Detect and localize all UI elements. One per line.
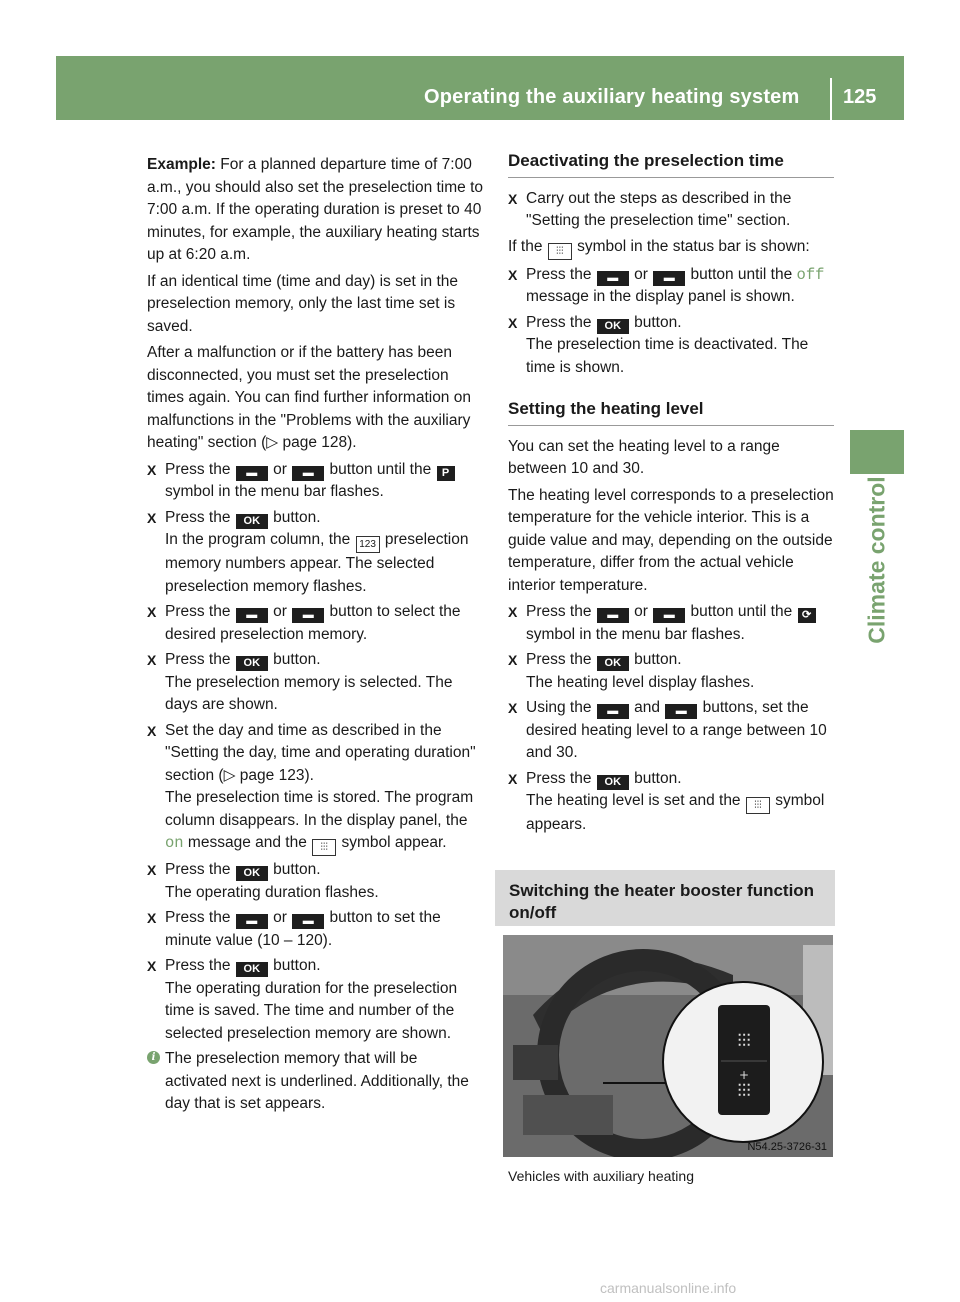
up-button-icon: ▬ (236, 608, 268, 623)
section-heading: Setting the heating level (508, 398, 834, 426)
up-button-icon: ▬ (597, 271, 629, 286)
info-note: i The preselection memory that will be activated next is underlined. Additionally, the day that is set appears. (147, 1048, 483, 1116)
heating-symbol-icon: ⫶⫶⫶ (312, 839, 336, 856)
boxed-section-heading (495, 870, 835, 926)
down-button-icon: ▬ (653, 271, 685, 286)
paragraph: If an identical time (time and day) is set in the preselection memory, only the last time set is saved. (147, 272, 459, 335)
on-message: on (165, 834, 184, 852)
down-button-icon: ▬ (653, 608, 685, 623)
right-column (508, 150, 834, 840)
header-title: Operating the auxiliary heating system (424, 86, 800, 108)
example-label: Example: (147, 156, 216, 173)
step: X Press the ▬ or ▬ button until the ⟳ symbol in the menu bar flashes. (508, 601, 834, 646)
svg-text:+: + (738, 1068, 750, 1082)
heating-symbol-icon: ⫶⫶⫶ (548, 243, 572, 260)
step: X Set the day and time as described in the "Setting the day, time and operating duration" section (▷ page 123). The preselection time is stored. The program column disappears. In the display panel, the on message and the ⫶⫶⫶ symbol appear. (147, 720, 483, 857)
paragraph: The heating level corresponds to a preselection temperature for the vehicle interior. This is a guide value and may, depending on the outside temperature, differ from the actual vehicle interior temperature. (508, 486, 834, 594)
example-text: For a planned departure time of 7:00 a.m., you should also set the preselection time to 7:00 a.m. If the operating duration is preset to 40 minutes, for example, the auxiliary heating starts up at 6:20 a.m. (147, 156, 484, 263)
paragraph: After a malfunction or if the battery has been disconnected, you must set the preselection times again. You can find further information on malfunctions in the "Problems with the auxiliary heating" section (▷ page 128). (147, 344, 471, 451)
ok-button-icon: OK (597, 656, 629, 671)
section-side-label: Climate control (863, 476, 890, 644)
step: X Press the OK button. The heating level display flashes. (508, 651, 755, 691)
figure-caption: Vehicles with auxiliary heating (508, 1168, 694, 1184)
up-button-icon: ▬ (597, 704, 629, 719)
step: X Press the ▬ or ▬ button to set the minute value (10 – 120). (147, 909, 441, 949)
heating-symbol-icon: ⫶⫶⫶ (746, 797, 770, 814)
step: X Press the OK button. The preselection memory is selected. The days are shown. (147, 651, 453, 713)
heater-booster-heading: Switching the heater booster function on/off (509, 881, 815, 922)
up-button-icon: ▬ (236, 466, 268, 481)
ok-button-icon: OK (236, 656, 268, 671)
dashboard-illustration (503, 935, 833, 1157)
header-separator (830, 78, 832, 120)
paragraph: You can set the heating level to a range between 10 and 30. (508, 437, 780, 477)
footer-watermark: carmanualsonline.info (600, 1280, 737, 1296)
heating-level-symbol-icon: ⟳ (798, 608, 816, 623)
down-button-icon: ▬ (665, 704, 697, 719)
step: X Press the ▬ or ▬ button to select the desired preselection memory. (147, 603, 461, 643)
step: X Press the OK button. In the program column, the 123 preselection memory numbers appear. The selected preselection memory flashes. (147, 508, 469, 595)
dashboard-photo (503, 935, 833, 1157)
side-tab (850, 430, 904, 474)
parking-symbol-icon: P (437, 466, 455, 481)
down-button-icon: ▬ (292, 466, 324, 481)
paragraph: If the ⫶⫶⫶ symbol in the status bar is shown: (508, 236, 834, 260)
step: X Press the OK button. The operating duration for the preselection time is saved. The time and number of the selected preselection memory are shown. (147, 957, 458, 1042)
example-paragraph (147, 154, 483, 267)
svg-text:⫶⫶⫶: ⫶⫶⫶ (737, 1031, 751, 1052)
left-column (147, 154, 483, 1116)
ok-button-icon: OK (597, 775, 629, 790)
section-heading: Deactivating the preselection time (508, 150, 834, 178)
up-button-icon: ▬ (236, 914, 268, 929)
down-button-icon: ▬ (292, 914, 324, 929)
step: X Press the ▬ or ▬ button until the P symbol in the menu bar flashes. (147, 459, 483, 504)
memory-numbers-icon: 123 (356, 536, 380, 553)
ok-button-icon: OK (236, 962, 268, 977)
step: X Press the OK button. The operating duration flashes. (147, 861, 379, 901)
ok-button-icon: OK (236, 514, 268, 529)
down-button-icon: ▬ (292, 608, 324, 623)
info-icon: i (147, 1051, 160, 1064)
up-button-icon: ▬ (597, 608, 629, 623)
step: X Carry out the steps as described in the "Setting the preselection time" section. (508, 189, 792, 229)
page-number: 125 (843, 86, 877, 108)
step: X Press the OK button. The heating level is set and the ⫶⫶⫶ symbol appears. (508, 769, 825, 833)
figure-code: N54.25-3726-31 (747, 1141, 827, 1153)
off-message: off (796, 265, 825, 284)
ok-button-icon: OK (236, 866, 268, 881)
step: X Press the ▬ or ▬ button until the off message in the display panel is shown. (508, 265, 825, 305)
ok-button-icon: OK (597, 319, 629, 334)
step: X Using the ▬ and ▬ buttons, set the desired heating level to a range between 10 and 30. (508, 699, 827, 761)
svg-text:⫶⫶⫶: ⫶⫶⫶ (737, 1081, 751, 1102)
step: X Press the OK button. The preselection time is deactivated. The time is shown. (508, 313, 809, 376)
